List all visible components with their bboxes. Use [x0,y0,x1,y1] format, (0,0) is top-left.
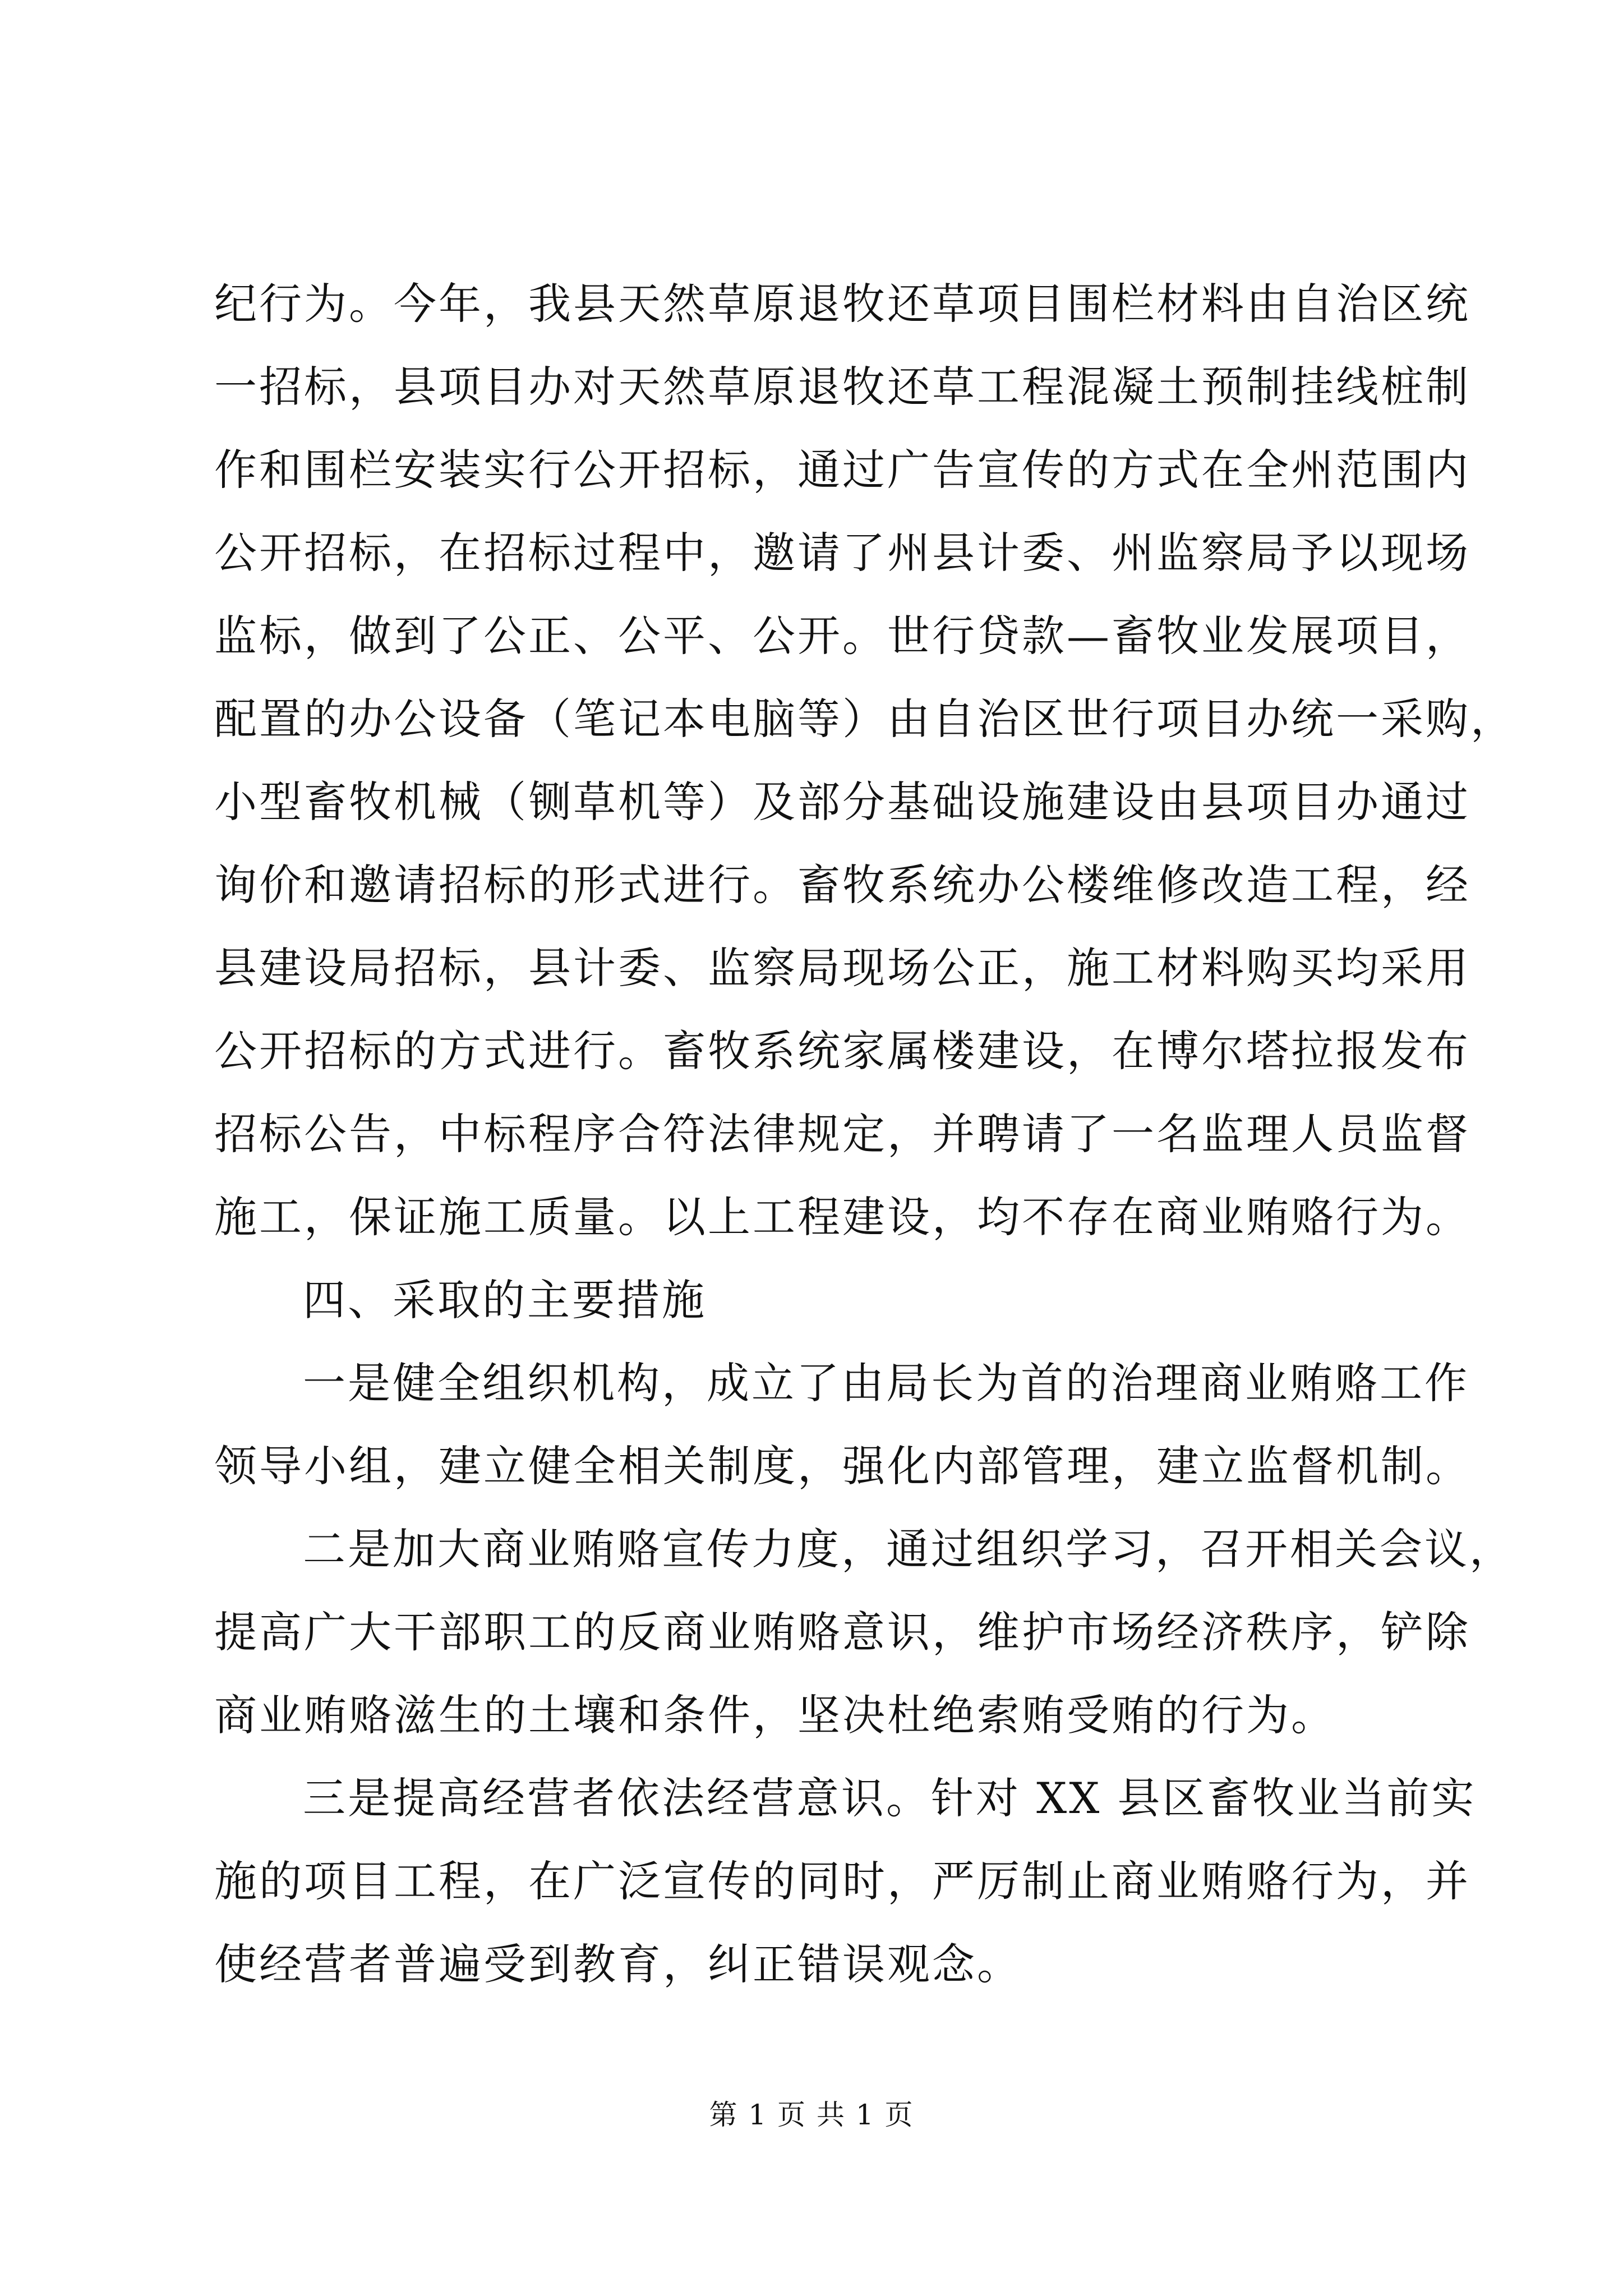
body-line: 监标，做到了公正、公平、公开。世行贷款—畜牧业发展项目， [214,611,1470,661]
body-line: 招标公告，中标程序合符法律规定，并聘请了一名监理人员监督 [214,1109,1470,1159]
body-line: 纪行为。今年，我县天然草原退牧还草项目围栏材料由自治区统 [214,279,1470,329]
page-number-footer: 第 1 页 共 1 页 [709,2099,914,2131]
body-line: 配置的办公设备（笔记本电脑等）由自治区世行项目办统一采购， [214,694,1515,744]
section-heading: 四、采取的主要措施 [303,1275,707,1325]
body-line: 公开招标的方式进行。畜牧系统家属楼建设，在博尔塔拉报发布 [214,1026,1470,1076]
body-line: 县建设局招标，县计委、监察局现场公正，施工材料购买均采用 [214,943,1470,993]
body-line: 询价和邀请招标的形式进行。畜牧系统办公楼维修改造工程，经 [214,860,1470,910]
document-body [214,263,1515,2006]
body-line: 作和围栏安装实行公开招标，通过广告宣传的方式在全州范围内 [214,445,1470,495]
paragraph-start-line: 二是加大商业贿赂宣传力度，通过组织学习，召开相关会议， [303,1524,1514,1574]
body-line: 施的项目工程，在广泛宣传的同时，严厉制止商业贿赂行为，并 [214,1856,1470,1906]
body-line: 商业贿赂滋生的土壤和条件，坚决杜绝索贿受贿的行为。 [214,1690,1336,1740]
body-line: 领导小组，建立健全相关制度，强化内部管理，建立监督机制。 [214,1441,1470,1491]
body-line: 使经营者普遍受到教育，纠正错误观念。 [214,1939,1022,1989]
body-line: 提高广大干部职工的反商业贿赂意识，维护市场经济秩序，铲除 [214,1607,1470,1657]
body-line: 公开招标，在招标过程中，邀请了州县计委、州监察局予以现场 [214,528,1470,578]
body-line: 小型畜牧机械（铡草机等）及部分基础设施建设由县项目办通过 [214,777,1470,827]
paragraph-start-line: 三是提高经营者依法经营意识。针对 XX 县区畜牧业当前实 [303,1773,1477,1823]
body-line: 一招标，县项目办对天然草原退牧还草工程混凝土预制挂线桩制 [214,362,1470,412]
body-line: 施工，保证施工质量。以上工程建设，均不存在商业贿赂行为。 [214,1192,1470,1242]
paragraph-start-line: 一是健全组织机构，成立了由局长为首的治理商业贿赂工作 [303,1358,1469,1408]
